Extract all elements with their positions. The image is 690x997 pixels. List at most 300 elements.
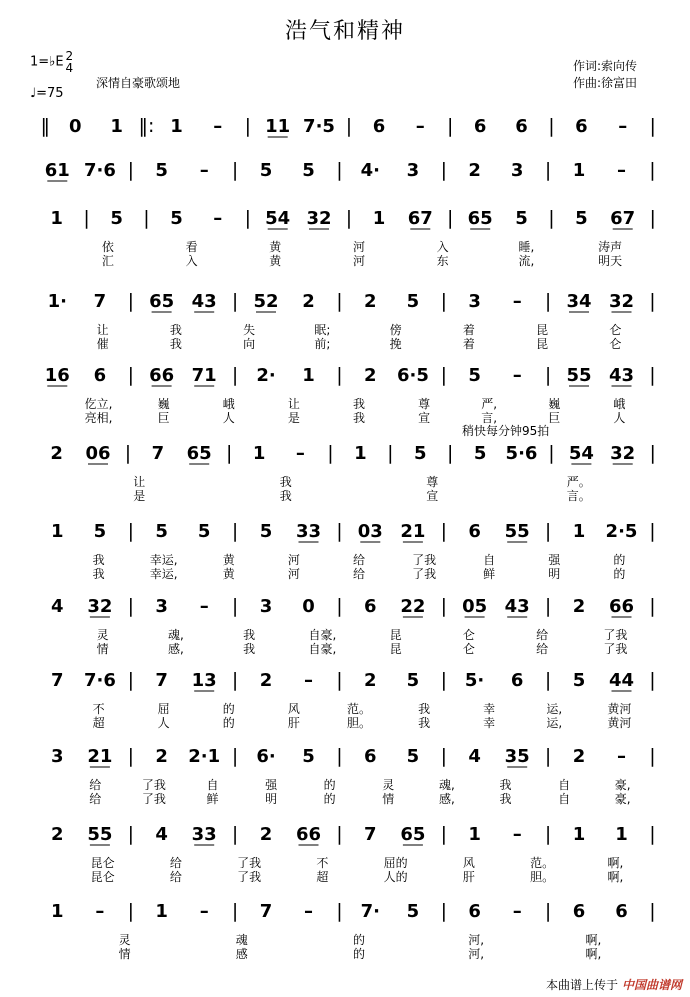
barline: | <box>336 159 343 181</box>
barline: | <box>244 207 252 229</box>
notation-line <box>0 588 690 622</box>
lyric-word: 屈的 <box>383 856 408 870</box>
note: 66 <box>149 365 175 386</box>
barline: | <box>440 823 448 845</box>
song-title: 浩气和精神 <box>284 19 405 44</box>
barline: | <box>336 520 343 542</box>
note: – <box>304 901 313 922</box>
lyric-word: 黄 <box>269 254 282 268</box>
barline: | <box>231 159 239 181</box>
barline: | <box>336 290 343 312</box>
barline: | <box>440 364 448 386</box>
lyric-word: 的 <box>323 792 336 806</box>
lyric-word: 河 <box>287 567 300 581</box>
barline: | <box>649 364 656 386</box>
note: 65 <box>149 291 175 312</box>
lyric-word: 前; <box>314 337 331 351</box>
lyric-word: 峨 <box>222 397 235 411</box>
note: 2 <box>572 746 586 767</box>
lyric-word: 我 <box>243 642 256 656</box>
note: 11 <box>265 116 291 137</box>
lyric-word: 强 <box>548 553 561 567</box>
note: 6 <box>575 116 588 137</box>
note: 22 <box>400 596 426 617</box>
composer: 作曲:徐富田 <box>573 76 638 90</box>
lyric-word: 宣 <box>418 411 431 425</box>
lyric-word: 河 <box>352 240 366 254</box>
note: 5· <box>464 670 485 691</box>
barline: | <box>649 745 656 767</box>
lyric-word: 我 <box>418 716 431 730</box>
lyric-word: 幸 <box>483 716 496 730</box>
barline: | <box>231 823 239 845</box>
note: 1 <box>51 521 64 542</box>
note: – <box>617 746 626 767</box>
barline: | <box>336 669 343 691</box>
barline: | <box>336 900 343 922</box>
lyric-word: 昆 <box>389 628 402 642</box>
note: 4 <box>51 596 64 617</box>
lyric-word: 人 <box>157 716 170 730</box>
note: 2 <box>51 824 64 845</box>
lyric-word: 的 <box>323 778 336 792</box>
barline: | <box>446 207 454 229</box>
lyrics-line <box>0 409 690 425</box>
note: 32 <box>87 596 113 617</box>
barline: | <box>244 115 252 137</box>
lyric-word: 入 <box>185 254 198 268</box>
lyric-word: 挽 <box>389 337 402 351</box>
note: – <box>512 291 522 312</box>
barline: | <box>649 900 656 922</box>
tempo-change: 稍快每分钟95拍 <box>462 424 550 438</box>
barline: | <box>440 159 448 181</box>
barline: | <box>649 207 656 229</box>
note: 1 <box>354 443 367 464</box>
lyric-word: 着 <box>462 337 475 351</box>
lyric-word: 傍 <box>389 323 402 337</box>
note: 6 <box>93 365 107 386</box>
lyrics-line <box>0 868 690 884</box>
lyric-word: 黄 <box>222 553 235 567</box>
lyric-word: 明 <box>265 792 278 806</box>
note: – <box>512 824 522 845</box>
lyrics-line <box>0 487 690 503</box>
lyric-word: 胆。 <box>530 870 555 884</box>
notation-line <box>0 152 690 186</box>
lyric-word: 了我 <box>237 856 262 870</box>
note: 7 <box>151 443 165 464</box>
note: 5 <box>302 746 315 767</box>
lyric-word: 人 <box>613 411 626 425</box>
barline: | <box>127 745 135 767</box>
barline: | <box>440 290 448 312</box>
lyric-word: 黄 <box>269 240 282 254</box>
note: 13 <box>191 670 217 691</box>
barline: | <box>124 442 132 464</box>
note: 5 <box>406 901 420 922</box>
note: 33 <box>295 521 322 542</box>
lyric-word: 我 <box>499 792 512 806</box>
lyric-word: 我 <box>169 323 182 337</box>
note: 6 <box>372 116 386 137</box>
lyric-word: 灵 <box>382 778 395 792</box>
note: 7 <box>93 291 107 312</box>
note: 6 <box>364 596 377 617</box>
note: 5 <box>414 443 427 464</box>
note: 6 <box>468 521 481 542</box>
note: 5 <box>406 746 420 767</box>
barline: ‖: <box>138 115 155 137</box>
lyric-word: 肝 <box>462 870 475 884</box>
lyric-word: 了我 <box>141 792 166 806</box>
notation-line <box>0 816 690 850</box>
lyric-word: 人 <box>222 411 235 425</box>
note: 5 <box>170 208 183 229</box>
lyric-word: 我 <box>92 553 105 567</box>
barline: | <box>127 520 135 542</box>
lyric-word: 的 <box>222 702 235 716</box>
note: 1 <box>572 824 586 845</box>
lyric-word: 风 <box>462 856 475 870</box>
lyric-word: 着 <box>462 323 475 337</box>
note: 4 <box>468 746 481 767</box>
note: 55 <box>504 521 530 542</box>
lyric-word: 仑 <box>462 628 475 642</box>
note: 5 <box>406 291 420 312</box>
barline: | <box>649 823 656 845</box>
note: 54 <box>265 208 291 229</box>
lyric-word: 魂, <box>167 628 184 642</box>
barline: | <box>440 520 448 542</box>
note: 1 <box>468 824 481 845</box>
barline: | <box>440 745 448 767</box>
barline: | <box>649 159 656 181</box>
note: 7 <box>51 670 64 691</box>
lyric-word: 我 <box>92 567 105 581</box>
lyric-word: 自 <box>483 553 496 567</box>
note: 05 <box>462 596 488 617</box>
lyric-word: 仑 <box>609 323 622 337</box>
barline: | <box>544 520 552 542</box>
lyric-word: 的 <box>352 933 366 947</box>
note: – <box>295 443 305 464</box>
barline: | <box>127 290 135 312</box>
barline: | <box>83 207 90 229</box>
note: 5 <box>155 160 168 181</box>
barline: | <box>127 669 135 691</box>
note: 7 <box>259 901 273 922</box>
note: 1· <box>47 291 67 312</box>
note: 2 <box>155 746 168 767</box>
barline: | <box>548 442 555 464</box>
note: 44 <box>608 670 635 691</box>
lyric-word: 让 <box>96 323 109 337</box>
note: 5 <box>155 521 168 542</box>
lyric-word: 涛声 <box>598 240 623 254</box>
tempo-marking: ♩=75 <box>30 86 64 101</box>
lyric-word: 给 <box>169 870 182 884</box>
barline: | <box>231 290 239 312</box>
lyric-word: 是 <box>133 489 146 503</box>
barline: | <box>548 115 555 137</box>
note: 5 <box>302 160 315 181</box>
barline: | <box>446 115 454 137</box>
lyric-word: 的 <box>613 567 626 581</box>
lyric-word: 言, <box>481 411 498 425</box>
note: 66 <box>295 824 322 845</box>
lyric-word: 风 <box>287 702 300 716</box>
barline: | <box>336 823 343 845</box>
barline: | <box>127 364 135 386</box>
note: 2 <box>468 160 481 181</box>
note: – <box>512 365 522 386</box>
note: 5 <box>473 443 487 464</box>
lyric-word: 了我 <box>237 870 262 884</box>
note: 4· <box>360 160 380 181</box>
note: 2 <box>302 291 315 312</box>
note: 3 <box>155 596 168 617</box>
lyric-word: 依 <box>101 240 114 254</box>
note: 35 <box>504 746 530 767</box>
lyric-word: 不 <box>316 856 329 870</box>
key-signature <box>30 50 73 74</box>
note: 2 <box>364 365 377 386</box>
barline: | <box>544 669 552 691</box>
barline: | <box>544 900 552 922</box>
lyric-word: 尊 <box>418 397 431 411</box>
lyric-word: 明天 <box>598 254 623 268</box>
lyric-word: 鲜 <box>483 567 496 581</box>
lyric-word: 巍 <box>548 397 561 411</box>
note: 5 <box>515 208 528 229</box>
lyric-word: 鲜 <box>206 792 219 806</box>
barline: | <box>127 159 135 181</box>
note: 1 <box>155 901 168 922</box>
note: 2 <box>572 596 586 617</box>
notation-line <box>0 283 690 317</box>
lyric-word: 宣 <box>426 489 439 503</box>
barline: | <box>327 442 334 464</box>
lyric-word: 人的 <box>383 870 408 884</box>
note: 1 <box>302 365 315 386</box>
barline: | <box>336 364 343 386</box>
barline: | <box>544 745 552 767</box>
note: 5 <box>572 670 586 691</box>
note: – <box>199 160 209 181</box>
lyric-word: 失 <box>243 323 256 337</box>
notation-line <box>0 893 690 927</box>
lyric-word: 给 <box>89 778 102 792</box>
note: 52 <box>253 291 279 312</box>
note: 1 <box>170 116 183 137</box>
note: 7·6 <box>83 160 116 181</box>
note: – <box>304 670 313 691</box>
note: 32 <box>610 443 636 464</box>
lyric-word: 仑 <box>609 337 622 351</box>
note: 5·6 <box>505 443 538 464</box>
note: 55 <box>87 824 113 845</box>
note: 2 <box>259 824 273 845</box>
note: 5 <box>110 208 123 229</box>
expression-marking: 深情自豪歌颂地 <box>96 76 181 90</box>
lyric-word: 严, <box>481 397 498 411</box>
notation-line <box>0 738 690 772</box>
lyric-word: 黄河 <box>607 702 632 716</box>
note: – <box>415 116 425 137</box>
lyric-word: 给 <box>536 642 549 656</box>
lyric-word: 我 <box>499 778 512 792</box>
barline: | <box>387 442 394 464</box>
lyrics-line <box>0 565 690 581</box>
barline: | <box>440 595 448 617</box>
barline: | <box>544 595 552 617</box>
barline: | <box>127 595 135 617</box>
barline: | <box>544 159 552 181</box>
lyric-word: 胆。 <box>346 716 372 730</box>
note: 1 <box>372 208 386 229</box>
lyrics-line <box>0 640 690 656</box>
lyric-word: 眠; <box>314 323 331 337</box>
lyric-word: 感 <box>235 947 248 961</box>
lyric-word: 昆 <box>536 337 549 351</box>
barline: | <box>649 669 656 691</box>
lyric-word: 我 <box>418 702 431 716</box>
barline: | <box>544 290 552 312</box>
flat-sign-icon: ♭ <box>49 54 56 70</box>
note: 1 <box>51 901 64 922</box>
note: 2·5 <box>605 521 638 542</box>
note: 34 <box>566 291 592 312</box>
lyric-word: 感, <box>167 642 184 656</box>
note: 21 <box>87 746 113 767</box>
lyric-word: 自豪, <box>308 642 337 656</box>
lyric-word: 范。 <box>346 702 372 716</box>
barline: | <box>548 207 555 229</box>
lyric-word: 强 <box>265 778 278 792</box>
lyric-word: 给 <box>169 856 182 870</box>
note: 1 <box>50 208 63 229</box>
lyric-word: 幸运, <box>149 553 178 567</box>
lyric-word: 我 <box>279 489 292 503</box>
note: 2· <box>256 365 276 386</box>
note: 7·5 <box>303 116 335 137</box>
lyric-word: 催 <box>96 337 109 351</box>
barline: ‖ <box>40 115 51 137</box>
barline: | <box>440 669 448 691</box>
lyric-word: 豪, <box>614 792 631 806</box>
lyric-word: 昆 <box>536 323 549 337</box>
barline: | <box>649 595 656 617</box>
note: 2 <box>364 291 377 312</box>
note: 7·6 <box>83 670 116 691</box>
note: 5 <box>468 365 481 386</box>
note: 6 <box>510 670 524 691</box>
credits <box>573 58 637 92</box>
lyric-word: 范。 <box>530 856 555 870</box>
note: 54 <box>568 443 594 464</box>
barline: | <box>143 207 150 229</box>
note: – <box>213 116 223 137</box>
footer <box>546 976 682 993</box>
lyrics-line <box>0 714 690 730</box>
lyric-word: 自 <box>206 778 219 792</box>
note: 7 <box>155 670 168 691</box>
lyric-word: 峨 <box>613 397 626 411</box>
lyric-word: 我 <box>352 397 366 411</box>
note: 2 <box>50 443 63 464</box>
lyric-word: 昆仑 <box>90 870 115 884</box>
lyric-word: 自 <box>558 778 571 792</box>
lyric-word: 自 <box>558 792 571 806</box>
barline: | <box>345 207 353 229</box>
barline: | <box>231 364 239 386</box>
note: 1 <box>572 521 586 542</box>
note: 1 <box>572 160 586 181</box>
lyric-word: 的 <box>613 553 626 567</box>
lyric-word: 给 <box>89 792 102 806</box>
lyric-word: 仡立, <box>84 397 113 411</box>
barline: | <box>127 900 135 922</box>
note: 0 <box>302 596 315 617</box>
lyric-word: 我 <box>243 628 256 642</box>
lyric-word: 昆仑 <box>90 856 115 870</box>
note: 7· <box>360 901 380 922</box>
lyric-word: 让 <box>133 475 146 489</box>
lyric-word: 不 <box>92 702 105 716</box>
notation-line <box>0 357 690 391</box>
note: – <box>95 901 105 922</box>
note: 3 <box>406 160 420 181</box>
note: 3 <box>51 746 64 767</box>
note: 5 <box>259 160 273 181</box>
lyric-word: 自豪, <box>308 628 337 642</box>
lyric-word: 了我 <box>603 628 628 642</box>
lyric-word: 情 <box>382 792 395 806</box>
lyric-word: 向 <box>243 337 256 351</box>
note: 3 <box>510 160 524 181</box>
note: 5 <box>93 521 107 542</box>
lyric-word: 河 <box>287 553 300 567</box>
barline: | <box>345 115 353 137</box>
note: 6·5 <box>396 365 429 386</box>
time-bottom: 4 <box>65 61 74 75</box>
lyric-word: 啊, <box>607 856 624 870</box>
lyric-word: 屈 <box>157 702 170 716</box>
note: 32 <box>306 208 332 229</box>
lyric-word: 昆 <box>389 642 402 656</box>
note: 1 <box>110 116 123 137</box>
notation-line <box>0 662 690 696</box>
lyric-word: 巨 <box>548 411 561 425</box>
barline: | <box>440 900 448 922</box>
lyric-word: 黄河 <box>607 716 632 730</box>
note: 61 <box>44 160 70 181</box>
note: 6 <box>515 116 528 137</box>
time-top: 2 <box>65 49 74 63</box>
note: 5 <box>406 670 420 691</box>
lyric-word: 仑 <box>462 642 475 656</box>
lyric-word: 灵 <box>96 628 109 642</box>
note: 65 <box>467 208 493 229</box>
lyric-word: 了我 <box>141 778 166 792</box>
lyrics-line <box>0 790 690 806</box>
lyric-word: 魂, <box>438 778 455 792</box>
barline: | <box>649 442 656 464</box>
lyric-word: 啊, <box>585 933 602 947</box>
barline: | <box>649 115 656 137</box>
footer-text: 本曲谱上传于 <box>545 978 618 992</box>
